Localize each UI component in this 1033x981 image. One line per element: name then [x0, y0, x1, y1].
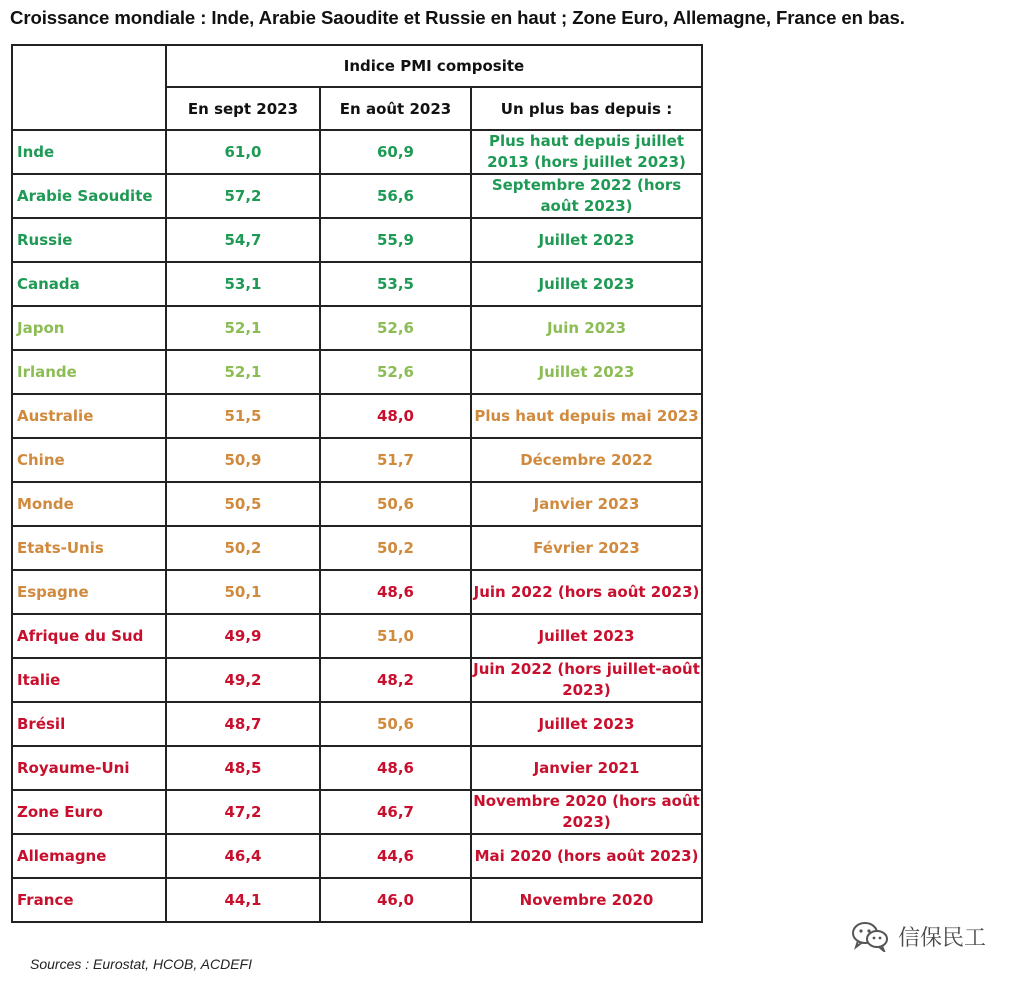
wechat-logo-icon [850, 920, 890, 952]
table-row [12, 746, 702, 790]
country-cell: Espagne [12, 570, 166, 614]
country-cell: Zone Euro [12, 790, 166, 834]
aout-value-cell: 48,0 [320, 394, 471, 438]
table-row [12, 702, 702, 746]
table-row [12, 262, 702, 306]
since-cell: Janvier 2021 [471, 746, 702, 790]
country-cell: Italie [12, 658, 166, 702]
since-cell: Juillet 2023 [471, 218, 702, 262]
page-title: Croissance mondiale : Inde, Arabie Saoudite et Russie en haut ; Zone Euro, Allemagne, France en bas. [10, 7, 905, 28]
aout-value-cell: 60,9 [320, 130, 471, 174]
since-cell: Juillet 2023 [471, 262, 702, 306]
table-row [12, 570, 702, 614]
aout-value-cell: 46,0 [320, 878, 471, 922]
table-row [12, 658, 702, 702]
aout-value-cell: 55,9 [320, 218, 471, 262]
pmi-table [11, 44, 703, 923]
sept-value-cell: 49,2 [166, 658, 320, 702]
table-row [12, 130, 702, 174]
country-cell: France [12, 878, 166, 922]
aout-value-cell: 48,2 [320, 658, 471, 702]
aout-value-cell: 50,6 [320, 702, 471, 746]
aout-value-cell: 51,7 [320, 438, 471, 482]
country-cell: Brésil [12, 702, 166, 746]
country-cell: Chine [12, 438, 166, 482]
table-row [12, 438, 702, 482]
table-row [12, 394, 702, 438]
since-cell: Septembre 2022 (hors août 2023) [471, 174, 702, 218]
country-cell: Etats-Unis [12, 526, 166, 570]
table-row [12, 878, 702, 922]
sept-value-cell: 50,1 [166, 570, 320, 614]
sept-value-cell: 50,2 [166, 526, 320, 570]
aout-value-cell: 52,6 [320, 306, 471, 350]
country-cell: Inde [12, 130, 166, 174]
source-note: Sources : Eurostat, HCOB, ACDEFI [30, 956, 252, 972]
country-cell: Afrique du Sud [12, 614, 166, 658]
sept-value-cell: 57,2 [166, 174, 320, 218]
since-cell: Mai 2020 (hors août 2023) [471, 834, 702, 878]
sept-value-cell: 61,0 [166, 130, 320, 174]
sept-value-cell: 50,9 [166, 438, 320, 482]
country-cell: Royaume-Uni [12, 746, 166, 790]
since-cell: Juillet 2023 [471, 614, 702, 658]
sept-value-cell: 44,1 [166, 878, 320, 922]
country-cell: Irlande [12, 350, 166, 394]
sept-value-cell: 53,1 [166, 262, 320, 306]
sept-value-cell: 46,4 [166, 834, 320, 878]
column-header-since: Un plus bas depuis : [471, 87, 702, 130]
since-cell: Janvier 2023 [471, 482, 702, 526]
since-cell: Juillet 2023 [471, 350, 702, 394]
watermark-text: 信保民工 [898, 925, 987, 951]
since-cell: Juin 2023 [471, 306, 702, 350]
sept-value-cell: 48,5 [166, 746, 320, 790]
aout-value-cell: 52,6 [320, 350, 471, 394]
table-row [12, 614, 702, 658]
table-row [12, 218, 702, 262]
since-cell: Février 2023 [471, 526, 702, 570]
aout-value-cell: 50,2 [320, 526, 471, 570]
table-body [12, 130, 702, 922]
column-header-aout: En août 2023 [320, 87, 471, 130]
table-row [12, 306, 702, 350]
since-cell: Novembre 2020 [471, 878, 702, 922]
group-header: Indice PMI composite [166, 45, 702, 87]
watermark [850, 920, 986, 952]
aout-value-cell: 48,6 [320, 746, 471, 790]
table-row [12, 350, 702, 394]
sept-value-cell: 54,7 [166, 218, 320, 262]
country-cell: Russie [12, 218, 166, 262]
sept-value-cell: 47,2 [166, 790, 320, 834]
since-cell: Juillet 2023 [471, 702, 702, 746]
sept-value-cell: 48,7 [166, 702, 320, 746]
aout-value-cell: 50,6 [320, 482, 471, 526]
since-cell: Plus haut depuis juillet 2013 (hors juillet 2023) [471, 130, 702, 174]
country-cell: Monde [12, 482, 166, 526]
sept-value-cell: 49,9 [166, 614, 320, 658]
since-cell: Novembre 2020 (hors août 2023) [471, 790, 702, 834]
country-cell: Allemagne [12, 834, 166, 878]
aout-value-cell: 48,6 [320, 570, 471, 614]
since-cell: Juin 2022 (hors août 2023) [471, 570, 702, 614]
table-row [12, 482, 702, 526]
aout-value-cell: 56,6 [320, 174, 471, 218]
corner-cell [12, 45, 166, 130]
sept-value-cell: 50,5 [166, 482, 320, 526]
sept-value-cell: 52,1 [166, 306, 320, 350]
aout-value-cell: 51,0 [320, 614, 471, 658]
table-row [12, 834, 702, 878]
since-cell: Juin 2022 (hors juillet-août 2023) [471, 658, 702, 702]
sept-value-cell: 52,1 [166, 350, 320, 394]
aout-value-cell: 44,6 [320, 834, 471, 878]
table-row [12, 790, 702, 834]
country-cell: Australie [12, 394, 166, 438]
country-cell: Canada [12, 262, 166, 306]
aout-value-cell: 53,5 [320, 262, 471, 306]
table-row [12, 174, 702, 218]
aout-value-cell: 46,7 [320, 790, 471, 834]
column-header-sept: En sept 2023 [166, 87, 320, 130]
sept-value-cell: 51,5 [166, 394, 320, 438]
country-cell: Japon [12, 306, 166, 350]
since-cell: Plus haut depuis mai 2023 [471, 394, 702, 438]
since-cell: Décembre 2022 [471, 438, 702, 482]
country-cell: Arabie Saoudite [12, 174, 166, 218]
table-row [12, 526, 702, 570]
